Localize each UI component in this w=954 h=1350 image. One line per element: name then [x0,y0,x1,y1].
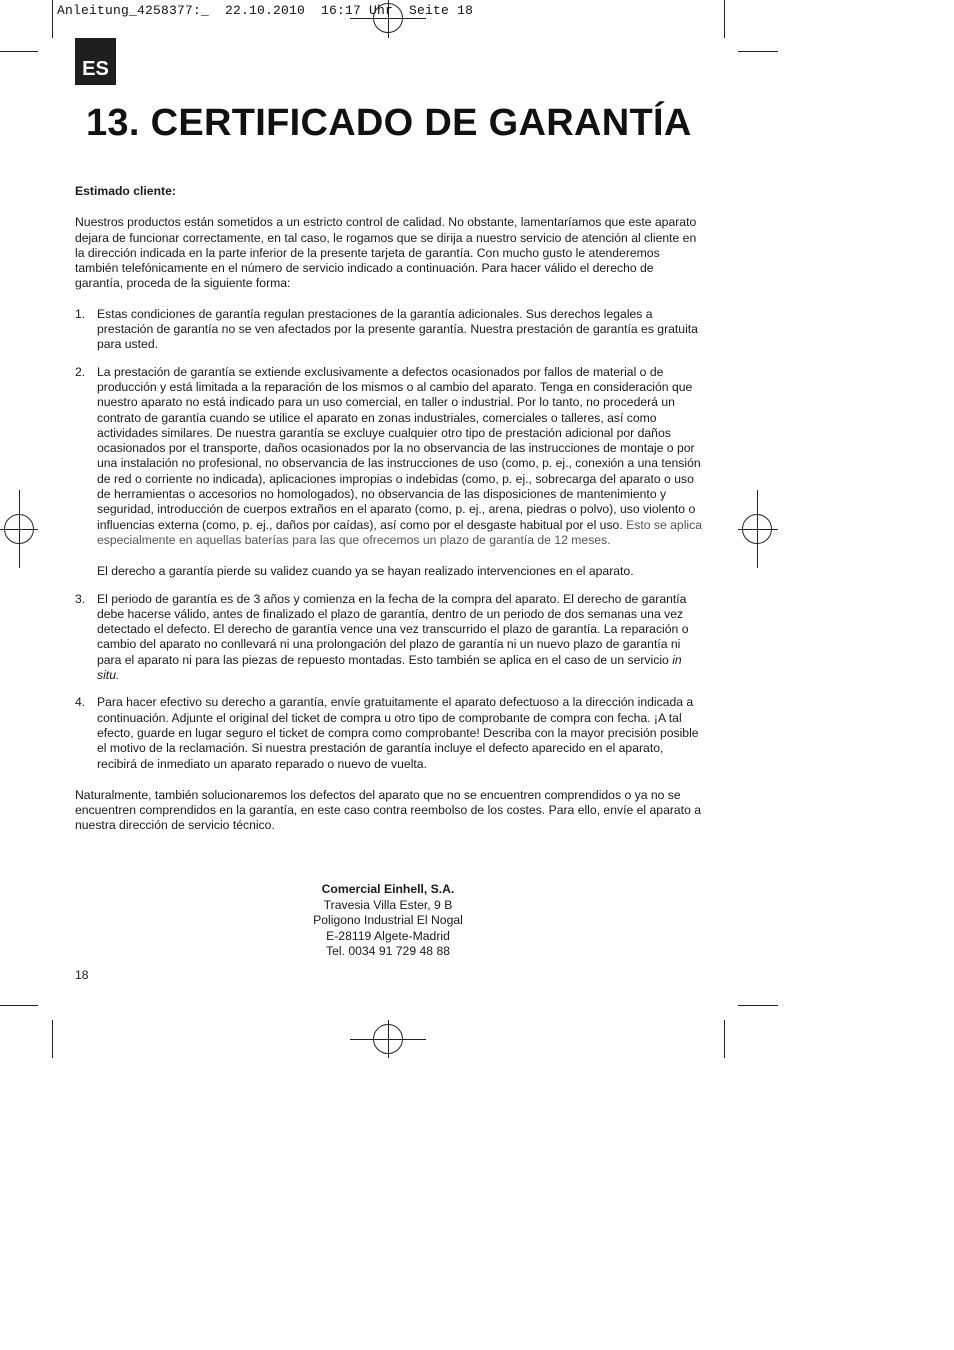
greeting: Estimado cliente: [75,184,176,198]
list-number: 4. [75,695,86,710]
registration-mark-icon [742,514,772,544]
list-text: El periodo de garantía es de 3 años y comienza en la fecha de la compra del aparato. El derecho de garantía debe hacerse válido, antes de finalizado el plazo de garantía, dentro de un periodo de dos semanas una vez detectado el defecto. El derecho de garantía vence una vez transcurrido el plazo de garantía. La reparación o cambio del aparato no conllevará ni una prolongación del plazo de garantía ni un nuevo plazo de garantía ni para el aparato ni para las piezas de repuesto montadas. Esto también se aplica en el caso de un servicio in situ. [97,591,689,683]
warranty-body [75,184,705,834]
list-number: 3. [75,591,86,606]
list-item [75,695,705,771]
registration-mark-icon [4,514,34,544]
crop-mark [0,51,38,52]
address-street: Travesia Villa Ester, 9 B [323,897,453,912]
crop-mark [724,0,725,38]
registration-mark-icon [373,1024,403,1054]
list-text: La prestación de garantía se extiende exclusivamente a defectos ocasionados por fallos de material o de producción y está limitada a la reparación de los mismos o al cambio del aparato. Tenga en consideración que nuestro aparato no está indicado para un uso comercial, en taller o industrial. Por lo tanto, no procederá un contrato de garantía cuando se utilice el aparato en zonas industriales, comerciales o talleres, así como actividades similares. De nuestra garantía se excluye cualquier otro tipo de prestación adicional por daños ocasionados por el transporte, daños ocasionados por la no observancia de las instrucciones de montaje o por una instalación no profesional, no observancia de las instrucciones de uso (como, p. ej., conexión a una tensión de red o corriente no indicada), aplicaciones impropias o indebidas (como, p. ej., sobrecarga del aparato o uso de herramientas o accesorios no homologados), no observancia de las disposiciones de mantenimiento y seguridad, introducción de cuerpos extraños en el aparato (como, p. ej., arena, piedras o polvo), uso violento o influencias externa (como, p. ej., daños por caídas), así como por el desgaste habitual por el uso. Esto se aplica especialmente en aquellas baterías para las que ofrecemos un plazo de garantía de 12 meses. [97,364,702,547]
closing-paragraph: Naturalmente, también solucionaremos los defectos del aparato que no se encuentren comprendidos o ya no se encuentren comprendidos en la garantía, en este caso contra reembolso de los costes. Para ello, envíe el aparato a nuestra dirección de servicio técnico. [75,787,702,833]
address-area: Poligono Industrial El Nogal [313,913,463,928]
crop-mark [52,1020,53,1058]
service-address [268,882,508,960]
list-text: Estas condiciones de garantía regulan prestaciones de la garantía adicionales. Sus derechos legales a prestación de garantía no se ven afectados por la presente garantía. Nuestra prestación de garantía es gratuita para usted. [97,306,698,352]
list-number: 1. [75,306,86,321]
battery-note: Esto se aplica especialmente en aquellas baterías para las que ofrecemos un plazo de garantía de 12 meses. [97,517,702,547]
address-phone: Tel. 0034 91 729 48 88 [325,944,450,959]
crop-mark [724,1020,725,1058]
page-number: 18 [75,968,89,982]
crop-mark [738,51,778,52]
crop-mark [0,1005,38,1006]
company-name: Comercial Einhell, S.A. [321,882,455,896]
address-city: E-28119 Algete-Madrid [326,928,450,943]
intro-paragraph: Nuestros productos están sometidos a un estricto control de calidad. No obstante, lamentaríamos que este aparato dejara de funcionar correctamente, en tal caso, le rogamos que se dirija a nuestro servicio de atención al cliente en la dirección indicada en la parte inferior de la presente tarjeta de garantía. Con mucho gusto le atenderemos también telefónicamente en el número de servicio indicado a continuación. Para hacer válido el derecho de garantía, proceda de la siguiente forma: [75,215,697,291]
list-item [75,365,705,580]
language-badge: ES [75,38,116,85]
list-text: Para hacer efectivo su derecho a garantía, envíe gratuitamente el aparato defectuoso a la dirección indicada a continuación. Adjunte el original del ticket de compra u otro tipo de comprobante de compra con fecha. ¡A tal efecto, guarde en lugar seguro el ticket de compra como comprobante! Describa con la mayor precisión posible el motivo de la reclamación. Si nuestra prestación de garantía incluye el defecto aparecido en el aparato, recibirá de inmediato un aparato reparado o nuevo de vuelta. [97,695,699,771]
list-subtext: El derecho a garantía pierde su validez cuando ya se hayan realizado intervenciones en el aparato. [97,564,634,579]
crop-mark [52,0,53,38]
list-number: 2. [75,364,86,379]
italic-term: in situ. [97,652,682,683]
crop-mark [738,1005,778,1006]
print-header: Anleitung_4258377:_ 22.10.2010 16:17 Uhr Seite 18 [57,3,474,18]
list-item [75,592,705,684]
page-title: 13. CERTIFICADO DE GARANTÍA [86,102,692,144]
list-item [75,307,705,353]
